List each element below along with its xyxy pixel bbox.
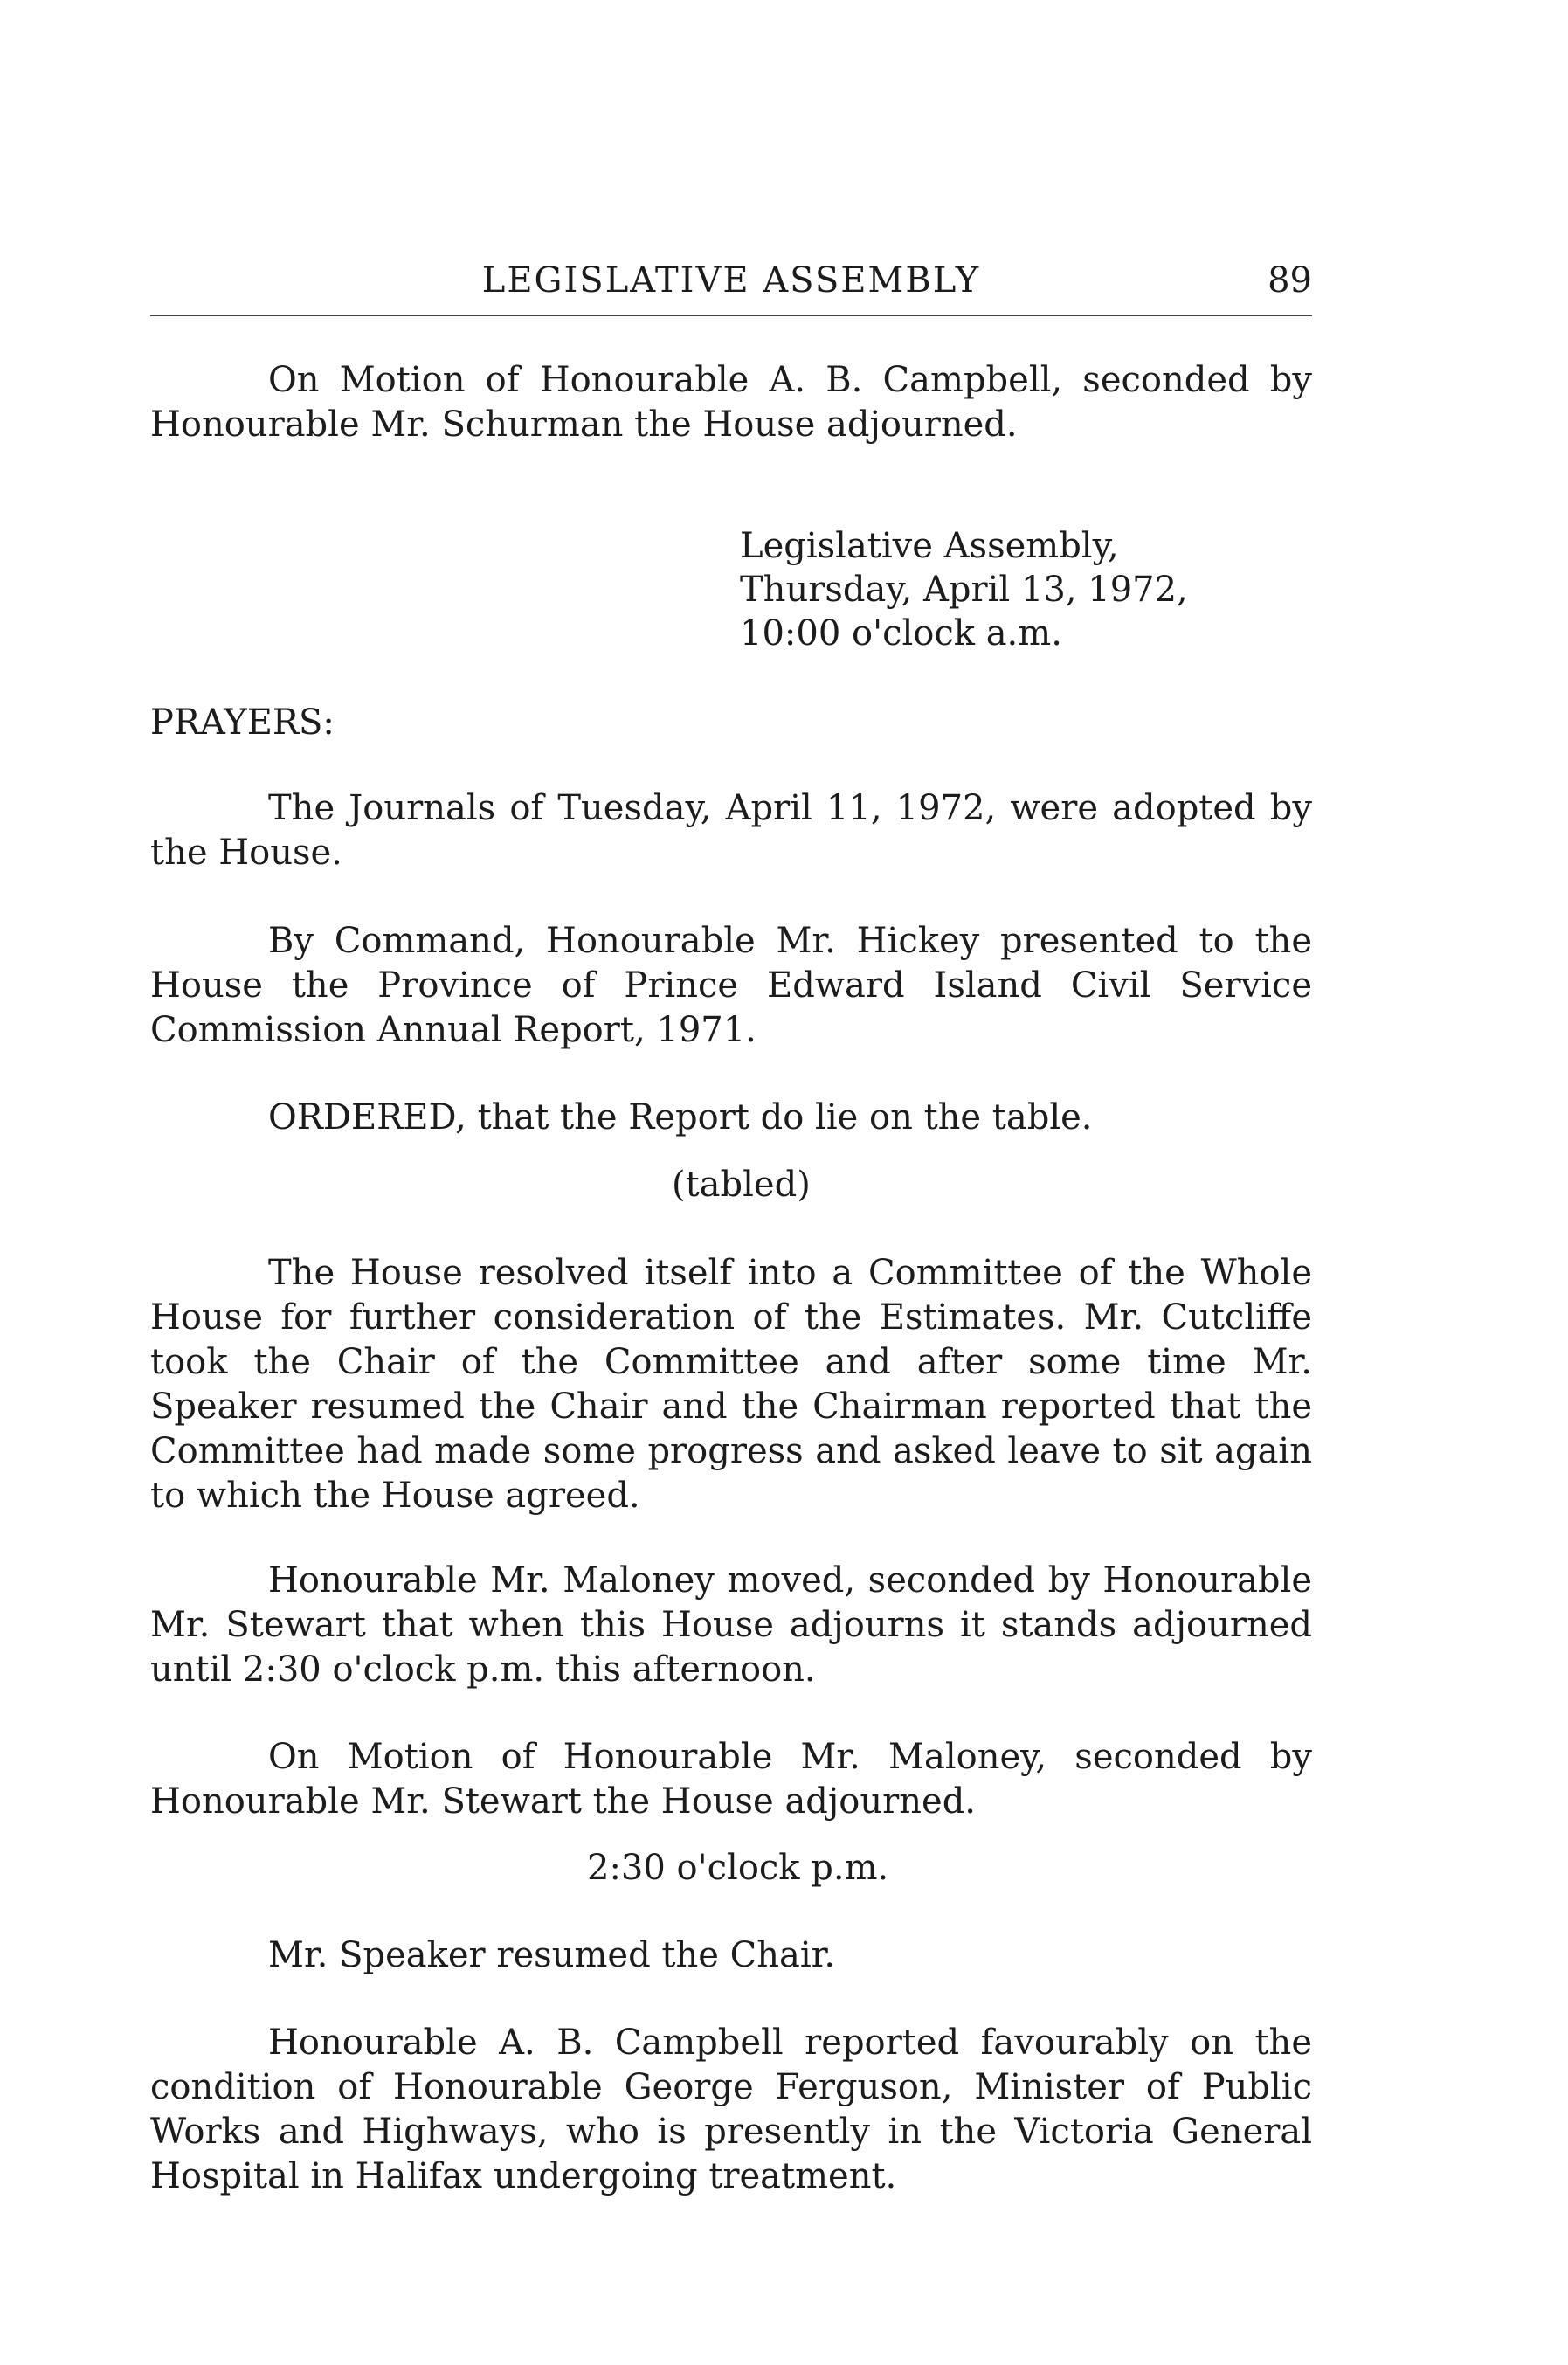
paragraph-journals: The Journals of Tuesday, April 11, 1972, were adopted by the House. (150, 788, 1312, 873)
paragraph-speaker-resumed: Mr. Speaker resumed the Chair. (268, 1935, 836, 1975)
paragraph-ferguson-condition: Honourable A. B. Campbell reported favourably on the condition of Honourable George Ferguson, Minister of Public Works and Highways, who is presently in the Victoria General Hospital in Halifax undergoing treatment. (150, 2023, 1312, 2196)
dateline-time: 10:00 o'clock a.m. (740, 613, 1062, 653)
page-header (150, 253, 1312, 316)
page-number: 89 (1268, 260, 1312, 301)
paragraph-report-presented: By Command, Honourable Mr. Hickey presented to the House the Province of Prince Edward Island Civil Service Commission Annual Report, 1971. (150, 921, 1312, 1050)
paragraph-committee: The House resolved itself into a Committee of the Whole House for further consideration of the Estimates. Mr. Cutcliffe took the Chair of the Committee and after some time Mr. Speaker resumed the Chair and the Chairman reported that the Committee had made some progress and asked leave to sit again to which the House agreed. (150, 1253, 1312, 1516)
prayers-heading: PRAYERS: (150, 702, 335, 743)
paragraph-maloney-motion: Honourable Mr. Maloney moved, seconded by Honourable Mr. Stewart that when this House adjourns it stands adjourned until 2:30 o'clock p.m. this afternoon. (150, 1560, 1312, 1690)
paragraph-ordered: ORDERED, that the Report do lie on the table. (268, 1097, 1093, 1138)
header-title: LEGISLATIVE ASSEMBLY (481, 260, 981, 301)
dateline (740, 524, 1188, 655)
paragraph-second-adjournment: On Motion of Honourable Mr. Maloney, seconded by Honourable Mr. Stewart the House adjourned. (150, 1737, 1312, 1822)
paragraph-adjournment-motion: On Motion of Honourable A. B. Campbell, seconded by Honourable Mr. Schurman the House adjourned. (150, 360, 1312, 445)
tabled-note: (tabled) (672, 1165, 811, 1205)
dateline-assembly: Legislative Assembly, (740, 526, 1119, 566)
dateline-date: Thursday, April 13, 1972, (740, 570, 1188, 610)
afternoon-time: 2:30 o'clock p.m. (587, 1848, 889, 1888)
